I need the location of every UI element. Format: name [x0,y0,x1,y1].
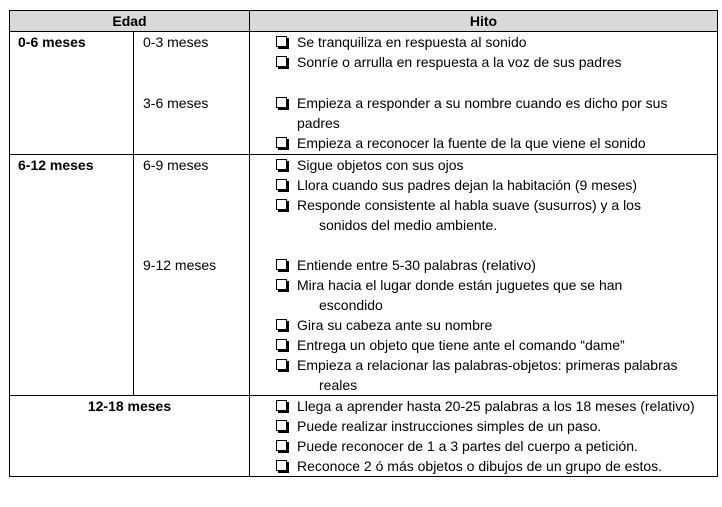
checkbox-icon [276,259,287,270]
checkbox-icon [276,420,287,431]
age-group-label: 0-6 meses [10,32,134,155]
checkbox-icon [276,460,287,471]
sub-age-label: 3-6 meses [134,93,250,155]
checkbox-icon [276,359,287,370]
milestone-cell [250,155,718,256]
checkbox-icon [276,179,287,190]
milestone-item: Puede realizar instrucciones simples de un paso. [273,416,707,436]
milestone-item: Empieza a responder a su nombre cuando es dicho por sus padres [273,93,707,133]
header-edad: Edad [10,11,250,32]
milestone-item: Sigue objetos con sus ojos [273,155,707,175]
milestone-item: Empieza a reconocer la fuente de la que viene el sonido [273,133,707,153]
header-hito: Hito [250,11,718,32]
group-12-18 [10,396,718,477]
milestone-item: Gira su cabeza ante su nombre [273,315,707,335]
milestone-item: Entrega un objeto que tiene ante el comando “dame” [273,335,707,355]
header-row [10,11,718,32]
milestone-cell [250,396,718,477]
group-0-6 [10,32,718,94]
checkbox-icon [276,199,287,210]
milestone-item: Reconoce 2 ó más objetos o dibujos de un grupo de estos. [273,456,707,476]
sub-age-label: 6-9 meses [134,155,250,256]
milestone-item: Entiende entre 5-30 palabras (relativo) [273,255,707,275]
milestone-item: Empieza a relacionar las palabras-objetos: primeras palabras reales [273,355,707,395]
sub-age-label: 0-3 meses [134,32,250,94]
age-group-label: 12-18 meses [10,396,250,477]
sub-age-label: 9-12 meses [134,255,250,396]
milestone-item: Puede reconocer de 1 a 3 partes del cuerpo a petición. [273,436,707,456]
checkbox-icon [276,97,287,108]
milestone-cell [250,93,718,155]
milestone-cell [250,32,718,94]
milestone-item: Sonríe o arrulla en respuesta a la voz de sus padres [273,52,707,72]
milestones-table [9,10,718,477]
milestone-cell [250,255,718,396]
milestone-item: Se tranquiliza en respuesta al sonido [273,32,707,52]
checkbox-icon [276,137,287,148]
checkbox-icon [276,319,287,330]
checkbox-icon [276,36,287,47]
milestone-item: Llega a aprender hasta 20-25 palabras a los 18 meses (relativo) [273,396,707,416]
checkbox-icon [276,159,287,170]
checkbox-icon [276,400,287,411]
milestone-item: Llora cuando sus padres dejan la habitación (9 meses) [273,175,707,195]
group-6-12 [10,155,718,256]
checkbox-icon [276,339,287,350]
milestone-item: Mira hacia el lugar donde están juguetes que se han escondido [273,275,707,315]
milestone-item: Responde consistente al habla suave (susurros) y a los sonidos del medio ambiente. [273,195,707,235]
checkbox-icon [276,279,287,290]
age-group-label: 6-12 meses [10,155,134,396]
checkbox-icon [276,56,287,67]
checkbox-icon [276,440,287,451]
